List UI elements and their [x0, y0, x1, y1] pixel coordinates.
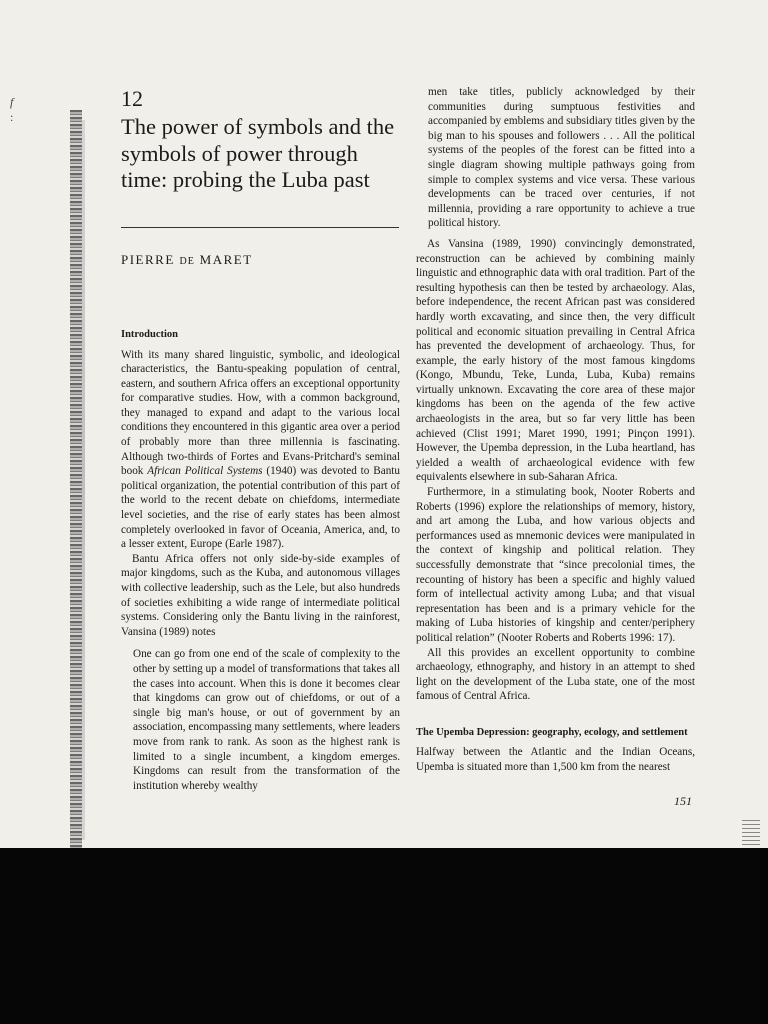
paragraph-intro [121, 348, 400, 552]
chapter-number: 12 [121, 86, 143, 111]
binding-shadow [70, 110, 82, 850]
margin-mark-left: f [10, 95, 14, 109]
section-heading-upemba: The Upemba Depression: geography, ecology, and settlement [416, 726, 688, 738]
scan-specks [742, 820, 760, 850]
paragraph-vansina: As Vansina (1989, 1990) convincingly demonstrated, reconstruction can be achieved by combining mainly linguistic and ethnographic data with oral tradition. Part of the resulting hypothesis can then be tested by archaeology. Alas, before independence, the recent African past was considered hardly worth excavating, and since then, the very difficult political and economic situation prevailing in Central Africa has prevented the development of archaeology. Thus, for example, the early history of the most famous kingdoms (Kongo, Mbundu, Teke, Lunda, Luba, Kuba) remains virtually unknown. Excavating the core area of these major kingdoms has been on the agenda of the few active archaeologists in the area, but so far very little has been achieved (Clist 1991; Maret 1990, 1991; Pinçon 1991). However, the Upemba depression, in the Luba heartland, has yielded a wealth of archaeological evidence with few equivalents elsewhere in sub-Saharan Africa. [416, 237, 695, 484]
paragraph-bantu: Bantu Africa offers not only side-by-side examples of major kingdoms, such as the Kuba, and autonomous villages with collective leadership, such as the Lele, but also hundreds of societies exhibiting a wide range of intermediate political systems. Considering only the Bantu living in the rainforest, Vansina (1989) notes [121, 552, 400, 638]
margin-mark-dots: : [10, 110, 14, 124]
chapter-title: The power of symbols and the symbols of power through time: probing the Luba past [121, 114, 395, 192]
block-quote-continued [416, 85, 695, 231]
section-heading-introduction: Introduction [121, 329, 178, 340]
title-rule [121, 227, 399, 228]
scan-dark-band [0, 848, 768, 1024]
block-quote-continued-text: men take titles, publicly acknowledged by their communities during sumptuous festivities and accompanied by emblems and subsidiary titles given by the big man to his spouses and followers . . . All the political systems of the peoples of the forest can be fitted into a single diagram showing multiple pathways going from simple to complex systems and vice versa. These various developments can be traced over centuries, if not millennia, providing a rare opportunity to achieve a true political history. [428, 86, 695, 230]
book-title: African Political Systems [147, 465, 263, 478]
block-quote-text: One can go from one end of the scale of complexity to the other by setting up a model of transformations that takes all the cases into account. When this is done it becomes clear that kingdoms can grow out of chiefdoms, or out of a single big man's house, or out of government by an association, encompassing many settlements, where leaders move from rank to rank. As soon as the highest rank is limited to a single incumbent, a kingdom emerges. Kingdoms can result from the transformation of the institution whereby wealthy [133, 648, 400, 792]
author-name [121, 252, 253, 268]
right-column [416, 85, 695, 775]
page-number: 151 [674, 794, 692, 808]
paragraph-intro-text-a: With its many shared linguistic, symbolic, and ideological characteristics, the Bantu-speaking population of central, eastern, and southern Africa offers an exceptional opportunity for comparative studies. How, with a common background, they managed to expand and adapt to the various local conditions they encountered in this gigantic area over a period of probably more than three millennia is fascinating. Although two-thirds of Fortes and Evans-Pritchard's seminal book [121, 348, 400, 478]
block-quote [121, 647, 400, 793]
paragraph-nooter-roberts: Furthermore, in a stimulating book, Nooter Roberts and Roberts (1996) explore the relationships of memory, history, and art among the Luba, and how various objects and performances used as mnemonic devices were manipulated in the context of kingship and political relation. They successfully demonstrate that “since precolonial times, the recounting of history has been a specific and highly valued form of intellectual activity among Luba; and that visual representation has been and is a primary vehicle for the making of Luba histories of kingship and center/periphery political relation” (Nooter Roberts and Roberts 1996: 17). [416, 486, 695, 644]
binding-edge [82, 120, 85, 840]
author-first: PIERRE [121, 252, 180, 267]
paragraph-halfway: Halfway between the Atlantic and the Indian Oceans, Upemba is situated more than 1,500 km from the nearest [416, 746, 695, 774]
author-last: MARET [194, 252, 253, 267]
spacer [416, 704, 695, 726]
paragraph-intro-text-b: (1940) was devoted to Bantu political organization, the potential contribution of this part of the world to the recent debate on chiefdoms, intermediate level societies, and the rise of early states has been almost completely overlooked in favor of Oceania, America, and, to a lesser extent, Europe (Earle 1987). [121, 465, 400, 551]
left-column [121, 328, 400, 793]
paragraph-all-this: All this provides an excellent opportunity to combine archaeology, ethnography, and history in an attempt to shed light on the development of the Luba state, one of the most famous of Central Africa. [416, 646, 695, 703]
author-particle: DE [179, 256, 195, 267]
